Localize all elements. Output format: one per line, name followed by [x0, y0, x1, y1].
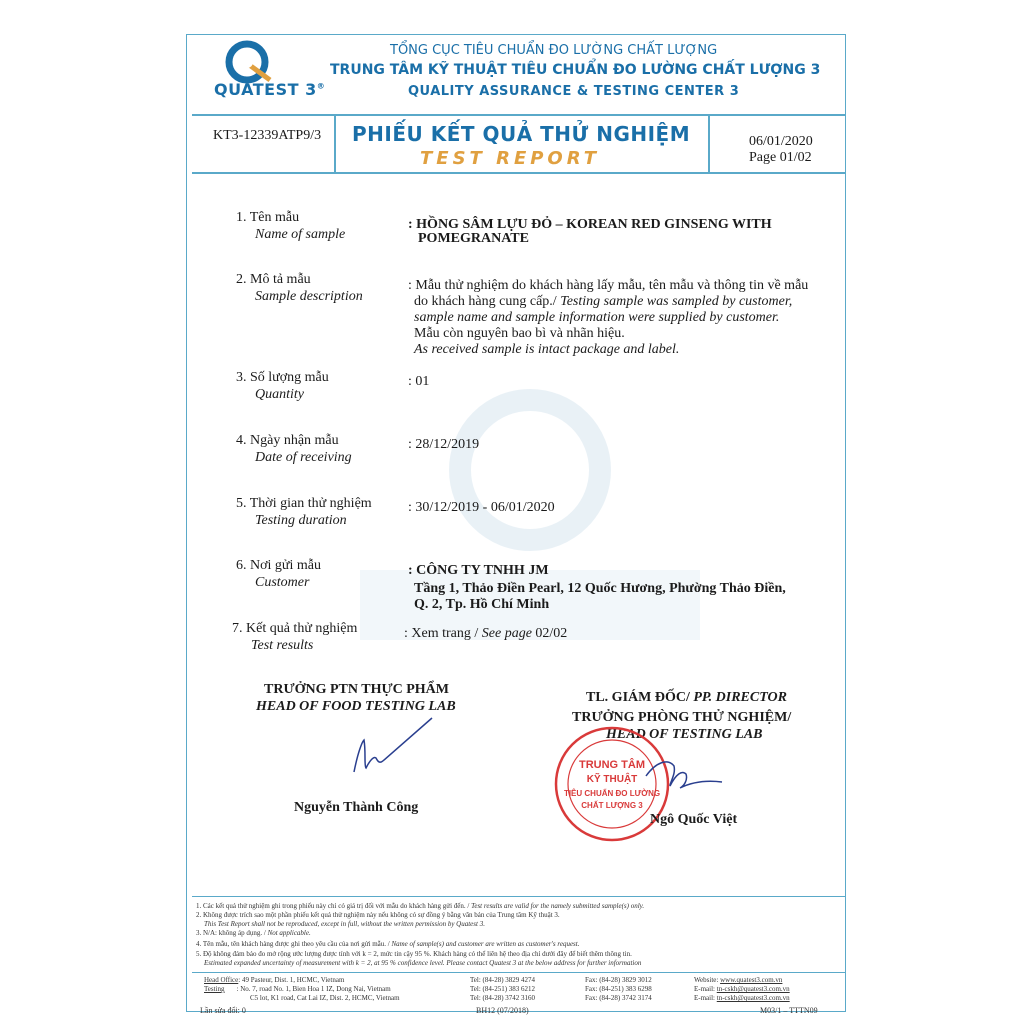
footnote-5-en: Estimated expanded uncertainty of measurement with k = 2, at 95 % confidence level. Please contact Quatest 3 at the below address for further information [204, 959, 642, 967]
title-divider [192, 172, 846, 174]
report-date: 06/01/2020 [749, 134, 813, 149]
item-label-en: Customer [255, 575, 310, 590]
testing-address-2: C5 lot, K1 road, Cat Lai IZ, Dist. 2, HCMC, Vietnam [250, 994, 400, 1002]
item-label-en: Testing duration [255, 513, 347, 528]
stamp-line1: TRUNG TÂM [579, 759, 645, 771]
stamp-line4: CHẤT LƯỢNG 3 [581, 801, 643, 810]
description-line2: do khách hàng cung cấp./ Testing sample was sampled by customer, [414, 294, 793, 309]
item-label-vn: 3. Số lượng mẫu [236, 370, 329, 385]
left-signer-title-en: HEAD OF FOOD TESTING LAB [256, 699, 456, 714]
right-signer-title: TL. GIÁM ĐỐC/ PP. DIRECTOR [586, 690, 787, 705]
tel-2: Tel: (84-251) 383 6212 [470, 985, 536, 993]
item-label-en: Quantity [255, 387, 304, 402]
item-label-vn: 4. Ngày nhận mẫu [236, 433, 339, 448]
report-title-vn: PHIẾU KẾT QUẢ THỬ NGHIỆM [352, 122, 691, 146]
fax-3: Fax: (84-28) 3742 3174 [585, 994, 652, 1002]
revision-note: Lần sửa đổi: 0 [200, 1006, 246, 1015]
email-2: E-mail: tn-cskh@quatest3.com.vn [694, 994, 790, 1002]
item-label-vn: 7. Kết quả thử nghiệm [232, 621, 358, 636]
contacts-divider [192, 972, 846, 973]
footnote-5: 5. Độ không đảm bảo đo mở rộng ước lượng được tính với k = 2, mức tin cậy 95 %. Khách hàng có thể liên hệ theo địa chỉ dưới đây để biết thêm thông tin. [196, 950, 632, 958]
description-line1: : Mẫu thử nghiệm do khách hàng lấy mẫu, tên mẫu và thông tin về mẫu [408, 278, 809, 293]
receiving-date-value: : 28/12/2019 [408, 437, 480, 452]
footnote-1: 1. Các kết quả thử nghiệm ghi trong phiếu này chỉ có giá trị đối với mẫu do khách hàng gửi đến. / Test results are valid for the namely submitted sample(s) only. [196, 902, 645, 910]
website: Website: www.quatest3.com.vn [694, 976, 783, 984]
item-label-vn: 2. Mô tả mẫu [236, 272, 311, 287]
testing-address-1: Testing : No. 7, road No. 1, Bien Hoa 1 IZ, Dong Nai, Vietnam [204, 985, 391, 993]
right-signature-icon [640, 752, 730, 812]
description-line3: sample name and sample information were supplied by customer. [414, 310, 780, 325]
report-code: KT3-12339ATP9/3 [213, 128, 322, 143]
footnote-2: 2. Không được trích sao một phần phiếu kết quả thử nghiệm này nếu không có sự đồng ý bằng văn bản của Trung tâm Kỹ thuật 3. [196, 911, 560, 919]
report-page: Page 01/02 [749, 150, 812, 165]
email-link[interactable]: tn-cskh@quatest3.com.vn [716, 994, 790, 1002]
footnote-2-en: This Test Report shall not be reproduced, except in full, without the written permission by Quatest 3. [204, 920, 485, 928]
report-title-en: TEST REPORT [420, 148, 601, 169]
website-link[interactable]: www.quatest3.com.vn [720, 976, 783, 984]
header-divider [192, 114, 846, 116]
item-label-en: Test results [251, 638, 314, 653]
quatest-logo-icon [212, 40, 282, 84]
description-line4: Mẫu còn nguyên bao bì và nhãn hiệu. [414, 326, 625, 341]
left-signer-title-vn: TRƯỞNG PTN THỰC PHẨM [264, 682, 449, 697]
test-results-value: : Xem trang / See page 02/02 [404, 626, 568, 641]
quantity-value: : 01 [408, 374, 430, 389]
centre-name-en: QUALITY ASSURANCE & TESTING CENTER 3 [408, 84, 740, 99]
item-label-en: Date of receiving [255, 450, 352, 465]
email-link[interactable]: tn-cskh@quatest3.com.vn [716, 985, 790, 993]
item-label-en: Sample description [255, 289, 363, 304]
tel-1: Tel: (84-28) 3829 4274 [470, 976, 536, 984]
item-label-vn: 1. Tên mẫu [236, 210, 300, 225]
testing-duration-value: : 30/12/2019 - 06/01/2020 [408, 500, 555, 515]
tel-3: Tel: (84-28) 3742 3160 [470, 994, 536, 1002]
title-sep-right [708, 114, 710, 172]
right-signer-title2-en: HEAD OF TESTING LAB [606, 727, 763, 742]
left-signature-icon [340, 712, 440, 782]
right-signer-name: Ngô Quốc Việt [650, 812, 738, 827]
title-sep-left [334, 114, 336, 172]
stamp-line3: TIÊU CHUẨN ĐO LƯỜNG [563, 789, 661, 798]
left-signer-name: Nguyễn Thành Công [294, 800, 419, 815]
description-line5: As received sample is intact package and label. [414, 342, 680, 357]
item-label-en: Name of sample [255, 227, 346, 242]
email-1: E-mail: tn-cskh@quatest3.com.vn [694, 985, 790, 993]
logo-text: QUATEST 3® [214, 80, 326, 99]
sample-name-line1: : HỒNG SÂM LỰU ĐỎ – KOREAN RED GINSENG WITH [408, 217, 772, 232]
customer-name: : CÔNG TY TNHH JM [408, 563, 549, 578]
item-label-vn: 5. Thời gian thử nghiệm [236, 496, 372, 511]
centre-name-vn: TRUNG TÂM KỸ THUẬT TIÊU CHUẨN ĐO LƯỜNG CHẤT LƯỢNG 3 [330, 62, 821, 78]
form-code: BH12 (07/2018) [476, 1006, 529, 1015]
item-label-vn: 6. Nơi gửi mẫu [236, 558, 321, 573]
customer-address-line1: Tầng 1, Thảo Điền Pearl, 12 Quốc Hương, Phường Thảo Điền, [414, 581, 786, 596]
stamp-line2: KỸ THUẬT [586, 774, 638, 785]
head-office: Head Office: 49 Pasteur, Dist. 1, HCMC, Vietnam [204, 976, 345, 984]
footnote-3: 3. N/A: không áp dụng. / Not applicable. [196, 929, 311, 937]
sample-name-line2: POMEGRANATE [418, 231, 529, 246]
customer-address-line2: Q. 2, Tp. Hồ Chí Minh [414, 597, 550, 612]
fax-2: Fax: (84-251) 383 6298 [585, 985, 652, 993]
footnote-divider [192, 896, 846, 897]
fax-1: Fax: (84-28) 3829 3012 [585, 976, 652, 984]
form-ref: M03/1 – TTTN09 [760, 1006, 818, 1015]
footnote-4: 4. Tên mẫu, tên khách hàng được ghi theo yêu cầu của nơi gửi mẫu. / Name of sample(s) and customer are written as customer's request. [196, 940, 580, 948]
agency-name: TỔNG CỤC TIÊU CHUẨN ĐO LƯỜNG CHẤT LƯỢNG [390, 43, 718, 58]
right-signer-title2-vn: TRƯỞNG PHÒNG THỬ NGHIỆM/ [572, 710, 792, 725]
